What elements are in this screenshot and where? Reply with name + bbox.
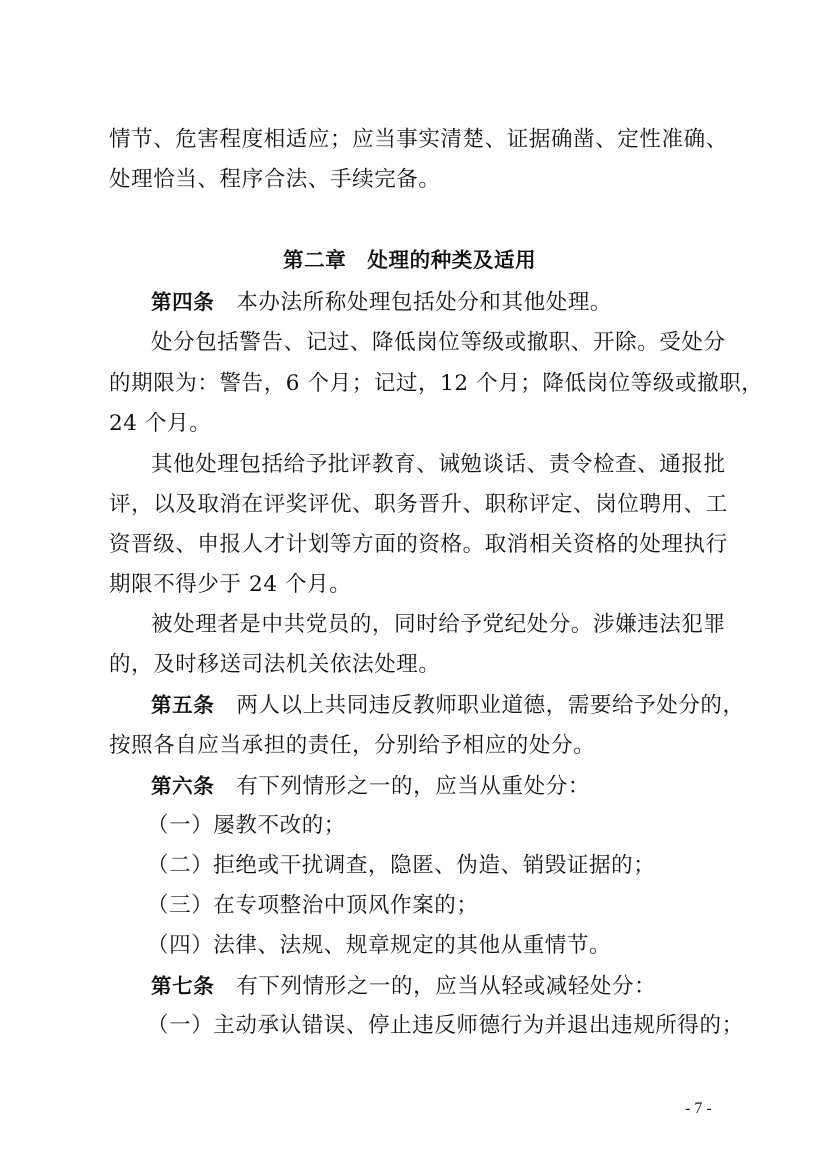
article-text: 有下列情形之一的，应当从轻或减轻处分： (236, 974, 657, 999)
body-text-line: 情节、危害程度相适应；应当事实清楚、证据确凿、定性准确、 (109, 127, 728, 152)
article-label: 第四条 (151, 290, 215, 314)
list-item: （二）拒绝或干扰调查，隐匿、伪造、销毁证据的； (147, 853, 656, 878)
page-number: - 7 - (685, 1100, 712, 1117)
list-item: （一）屡教不改的； (147, 813, 346, 838)
article-label: 第五条 (151, 693, 215, 717)
body-text-line: 24 个月。 (109, 411, 212, 436)
article-7-line (151, 971, 766, 1002)
article-text: 本办法所称处理包括处分和其他处理。 (236, 290, 613, 315)
article-text: 有下列情形之一的，应当从重处分： (236, 774, 590, 799)
list-item: （一）主动承认错误、停止违反师德行为并退出违规所得的； (147, 1013, 744, 1038)
body-text-line: 评，以及取消在评奖评优、职务晋升、职称评定、岗位聘用、工 (109, 492, 728, 517)
body-text-line: 的期限为：警告，6 个月；记过，12 个月；降低岗位等级或撤职， (109, 371, 764, 396)
article-6-line (151, 771, 766, 802)
body-text-line: 资晋级、申报人才计划等方面的资格。取消相关资格的处理执行 (109, 532, 728, 557)
chapter-heading: 第二章 处理的种类及适用 (283, 248, 537, 272)
body-text-line: 处分包括警告、记过、降低岗位等级或撤职、开除。受处分 (151, 330, 726, 355)
article-text: 两人以上共同违反教师职业道德，需要给予处分的， (236, 693, 745, 718)
body-text-line: 按照各自应当承担的责任，分别给予相应的处分。 (109, 733, 596, 758)
body-text-line: 期限不得少于 24 个月。 (109, 572, 352, 597)
article-4-line (151, 287, 766, 318)
article-label: 第七条 (151, 974, 215, 998)
body-text-line: 其他处理包括给予批评教育、诫勉谈话、责令检查、通报批 (151, 452, 726, 477)
body-text-line: 被处理者是中共党员的，同时给予党纪处分。涉嫌违法犯罪 (151, 612, 726, 637)
list-item: （四）法律、法规、规章规定的其他从重情节。 (147, 933, 612, 958)
body-text-line: 的，及时移送司法机关依法处理。 (109, 652, 441, 677)
list-item: （三）在专项整治中顶风作案的； (147, 893, 479, 918)
article-label: 第六条 (151, 774, 215, 798)
body-text-line: 处理恰当、程序合法、手续完备。 (109, 167, 441, 192)
article-5-line (151, 690, 766, 721)
